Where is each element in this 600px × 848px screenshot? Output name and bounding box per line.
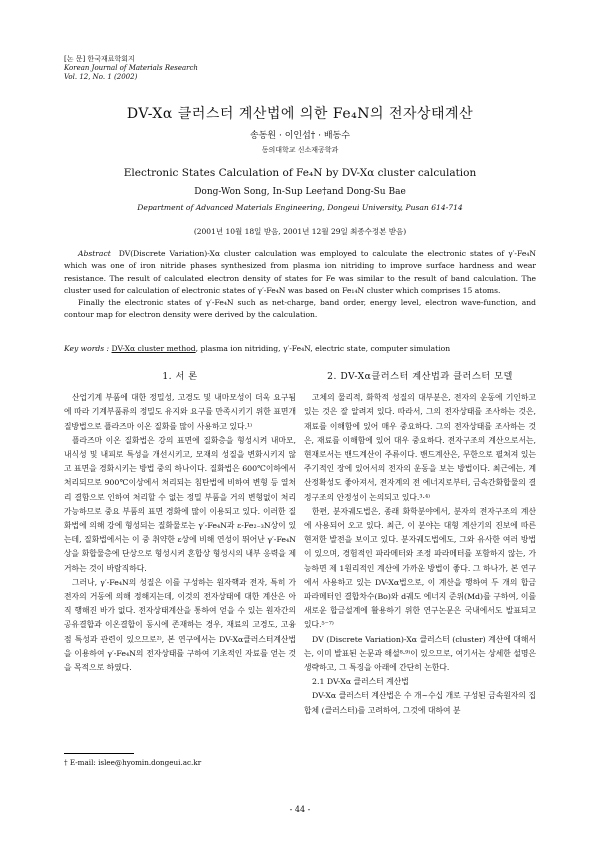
received-dates: (2001년 10월 18일 받음, 2001년 12월 29일 최종수정본 받음) (193, 227, 407, 236)
journal-header-en: Korean Journal of Materials Research (64, 64, 198, 72)
subsection-heading: 2.1 DV-Xα 클러스터 계산법 (312, 677, 409, 687)
method-paragraph-4: DV-Xα 클러스터 계산법은 수 개~수십 개로 구성된 금속원자의 집합체 (클러스터)를 고려하여, 그것에 대하여 분 (304, 691, 536, 715)
section-heading-method: 2. DV-Xα클러스터 계산법과 클러스터 모델 (327, 371, 513, 382)
keyword-first: DV-Xα cluster method (111, 344, 196, 353)
keywords-rest: , plasma ion nitriding, γ′-Fe₄N, electric state, computer simulation (195, 344, 451, 353)
journal-header (64, 55, 198, 82)
footnote-email: † E-mail: islee@hyomin.dongeui.ac.kr (64, 758, 202, 767)
journal-volume: Vol. 12, No. 1 (2002) (64, 73, 138, 81)
page-number: - 44 - (289, 805, 311, 814)
keywords-label: Key words : (64, 344, 110, 353)
method-paragraph-1: 고체의 물리적, 화학적 성질의 대부분은, 전자의 운동에 기인하고 있는 것은 잘 알려져 있다. 따라서, 그의 전자상태를 조사하는 것은, 재료를 이해함에 있어 매우 중요하다. 그의 전자상태를 조사하는 것은, 재료를 이해함에 있어 대우 중요하다. 전자구조의 계산으로서는, 현재로서는 밴드계산이 주류이다. 밴드계산은, 무한으로 펼쳐져 있는 주기적인 장에 있어서의 전자의 운동을 보는 방법이다. 최근에는, 계산정확성도 좋아져서, 전자계의 전 에너지로부터, 금속간화합물의 결정구조의 안정성이 논의되고 있다.³·⁴⁾ (304, 393, 536, 502)
journal-header-ko: [논 문] 한국재료학회지 (64, 55, 135, 63)
affiliation-korean: 동의대학교 신소재공학과 (261, 146, 339, 154)
abstract-text-1: DV(Discrete Variation)-Xα cluster calculation was employed to calculate the electronic states of γ′-Fe₄N which was one of iron nitride phases synthesized from plasma ion nitriding to improve surface hardness and wear resistance. The result of calculated electron density of states for Fe was similar to the result of band calculation. The cluster used for calculation of electronic states of γ′-Fe₄N was based on Fe₁₄N cluster which comprises 15 atoms. (64, 249, 536, 295)
keywords (64, 344, 536, 353)
intro-paragraph-1: 산업기계 부품에 대한 정밀성, 고경도 및 내마모성이 더욱 요구됨에 따라 기계부품류의 정밀도 유지와 요구를 만족시키기 위한 표면개질방법으로 플라즈마 이온 질화를 많이 사용하고 있다.¹⁾ (64, 393, 296, 431)
method-paragraph-3: DV (Discrete Variation)-Xα 클러스터 (cluster) 계산에 대해서는, 이미 발표된 논문과 해설⁸·⁹⁾이 있으므로, 여기서는 상세한 설명은 생략하고, 그 특징을 아래에 간단히 논한다. (304, 634, 536, 673)
title-english: Electronic States Calculation of Fe₄N by DV-Xα cluster calculation (123, 167, 477, 179)
authors-korean: 송동원 · 이인섭† · 배동수 (250, 131, 350, 141)
abstract-paragraph-1 (64, 248, 536, 297)
column-right (304, 370, 536, 718)
section-heading-introduction: 1. 서 론 (162, 371, 198, 382)
title-korean: DV-Xα 클러스터 계산법에 의한 Fe₄N의 전자상태계산 (126, 106, 474, 122)
method-paragraph-2: 한편, 분자궤도법은, 종래 화학분야에서, 분자의 전자구조의 계산에 사용되어 오고 있다. 최근, 이 분야는 대형 계산기의 진보에 따른 현저한 발전을 보이고 있다. 분자궤도법에도, 그와 유사한 여러 방법이 있으며, 경험적인 파라메터와 조정 파라메터를 포함하지 않는, 가능하면 제 1원리적인 계산에 가까운 방법이 좋다. 그 하나가, 본 연구에서 사용하고 있는 DV-Xα법으로, 이 계산을 행하여 두 개의 합금 파라메터인 결합차수(Bo)와 d궤도 에너지 준위(Md)를 구하여, 이를 새로운 합금설계에 활용하기 위한 연구논문은 국내에서도 발표되고 있다.⁵⁻⁷⁾ (304, 506, 536, 630)
affiliation-english: Department of Advanced Materials Engineering, Dongeui University, Pusan 614-714 (137, 203, 463, 212)
intro-paragraph-3: 그러나, γ′-Fe₄N의 성질은 이를 구성하는 원자핵과 전자, 특히 가전자의 거동에 의해 정해지는데, 이것의 전자상태에 대한 계산은 아직 행해진 바가 없다. 전자상태계산을 통하여 얻을 수 있는 원자간의 공유결합과 이온결합이 동시에 존재하는 경우, 재료의 고경도, 고융점 특성과 관련이 있으므로²⁾, 본 연구에서는 DV-Xα클러스터계산법을 이용하여 γ′-Fe₄N의 전자상태를 구하여 기초적인 자료를 얻는 것을 목적으로 하였다. (64, 577, 296, 673)
abstract-paragraph-2: Finally the electronic states of γ′-Fe₄N such as net-charge, band order, energy level, electron wave-function, and contour map for electron density were derived by the calculation. (64, 298, 536, 320)
abstract-label: Abstract (78, 249, 111, 258)
column-left (64, 370, 296, 675)
authors-english: Dong-Won Song, In-Sup Lee†and Dong-Su Bae (194, 187, 406, 197)
abstract (64, 248, 536, 322)
footnote-rule (64, 753, 134, 754)
intro-paragraph-2: 플라즈마 이온 질화법은 강의 표면에 질화층을 형성시켜 내마모, 내식성 및 내피로 특성을 개선시키고, 모재의 성질을 변화시키지 않고 표면을 경화시키는 방법 중의 하나이다. 질화법은 600℃이하에서 처리되므로 900℃이상에서 처리되는 침탄법에 비하여 변형 등 열처리 결함으로 인하여 처리할 수 없는 정밀 부품을 거의 변형없이 처리 가능하므로 중요 부품의 표면 경화에 많이 이용되고 있다. 이러한 질화법에 의해 강에 형성되는 질화물로는 γ′-Fe₄N과 ε-Fe₂₋₃N상이 있는데, 질화법에서는 이 중 취약한 ε상에 비해 연성이 뛰어난 γ′-Fe₄N상을 화합물층에 단상으로 형성시켜 혼합상 형성시의 내부 응력을 제거하는 것이 바람직하다. (64, 435, 296, 573)
